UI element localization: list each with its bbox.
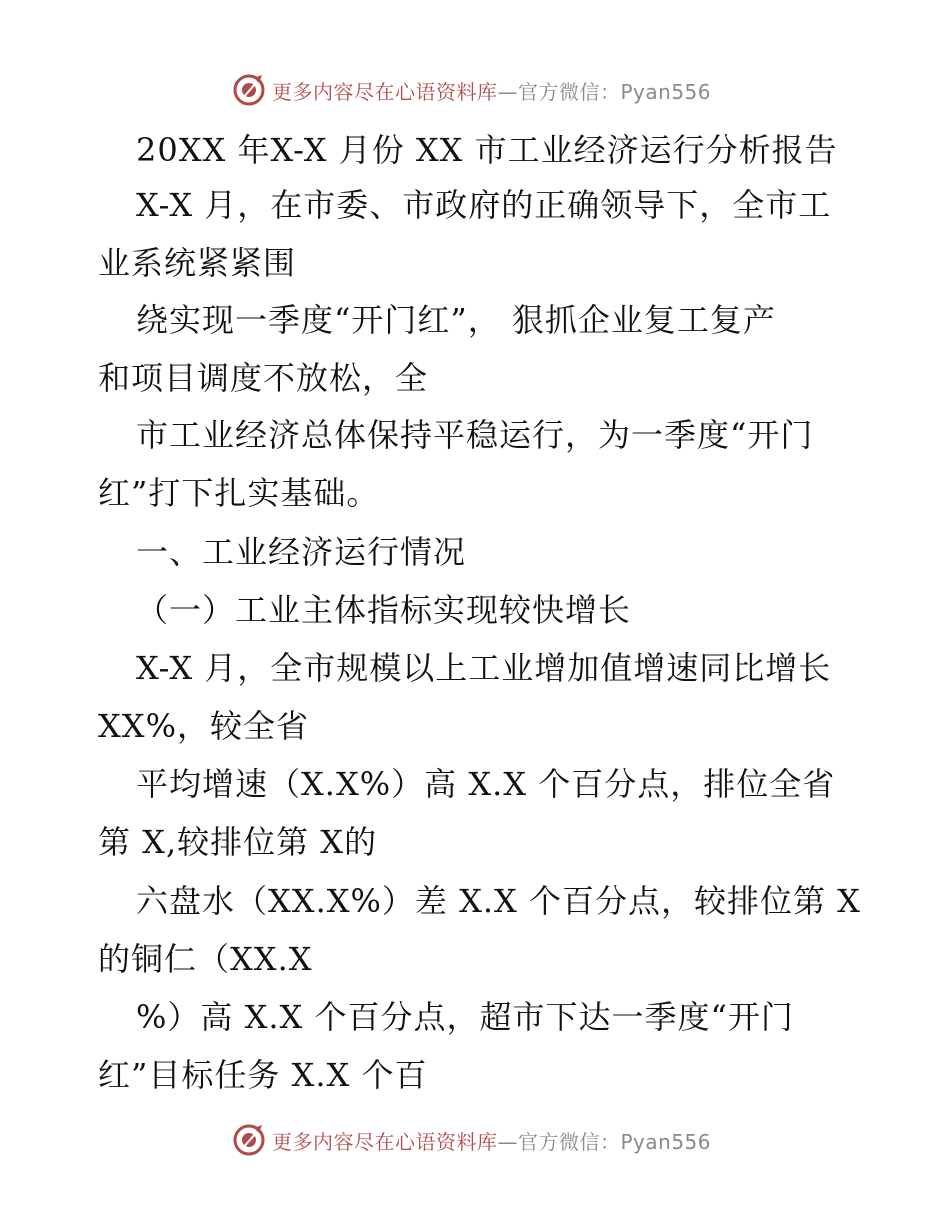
subsection-heading: （一）工业主体指标实现较快增长 — [136, 591, 632, 629]
paragraph-line: 业系统紧紧围 — [98, 244, 297, 282]
watermark-text — [272, 76, 711, 105]
paragraph-line: X-X 月，在市委、市政府的正确领导下，全市工 — [136, 186, 832, 224]
paragraph-line: 市工业经济总体保持平稳运行，为一季度“开门 — [136, 416, 814, 454]
watermark-dash: — — [497, 1129, 518, 1154]
pen-logo-icon — [232, 1123, 266, 1157]
paragraph-line: %）高 X.X 个百分点，超市下达一季度“开门 — [136, 998, 794, 1036]
paragraph-line: X-X 月，全市规模以上工业增加值增速同比增长 — [136, 649, 832, 687]
watermark-banner-bottom — [232, 1120, 711, 1160]
paragraph-line: 六盘水（XX.X%）差 X.X 个百分点，较排位第 X — [136, 882, 861, 920]
paragraph-line: 红”目标任务 X.X 个百 — [98, 1056, 428, 1094]
watermark-brand-text: 更多内容尽在心语资料库 — [272, 79, 498, 104]
paragraph-line: 平均增速（X.X%）高 X.X 个百分点，排位全省 — [136, 765, 836, 803]
document-title: 20XX 年X-X 月份 XX 市工业经济运行分析报告 — [136, 131, 838, 169]
watermark-banner-top — [232, 70, 711, 110]
watermark-brand-text: 更多内容尽在心语资料库 — [272, 1129, 498, 1154]
watermark-wechat-id: Pyan556 — [620, 1129, 712, 1154]
paragraph-line: 的铜仁（XX.X — [98, 940, 313, 978]
watermark-text — [272, 1126, 711, 1155]
watermark-wechat-label: 官方微信： — [518, 79, 621, 104]
paragraph-line: 和项目调度不放松，全 — [98, 359, 429, 397]
paragraph-line: XX%，较全省 — [98, 707, 309, 745]
pen-logo-icon — [232, 73, 266, 107]
watermark-wechat-id: Pyan556 — [620, 79, 712, 104]
watermark-wechat-label: 官方微信： — [518, 1129, 621, 1154]
paragraph-line: 绕实现一季度“开门红”， 狠抓企业复工复产 — [136, 301, 776, 339]
paragraph-line: 第 X,较排位第 X的 — [98, 823, 378, 861]
paragraph-line: 红”打下扎实基础。 — [98, 474, 380, 512]
section-heading: 一、工业经济运行情况 — [136, 533, 467, 571]
watermark-dash: — — [497, 79, 518, 104]
